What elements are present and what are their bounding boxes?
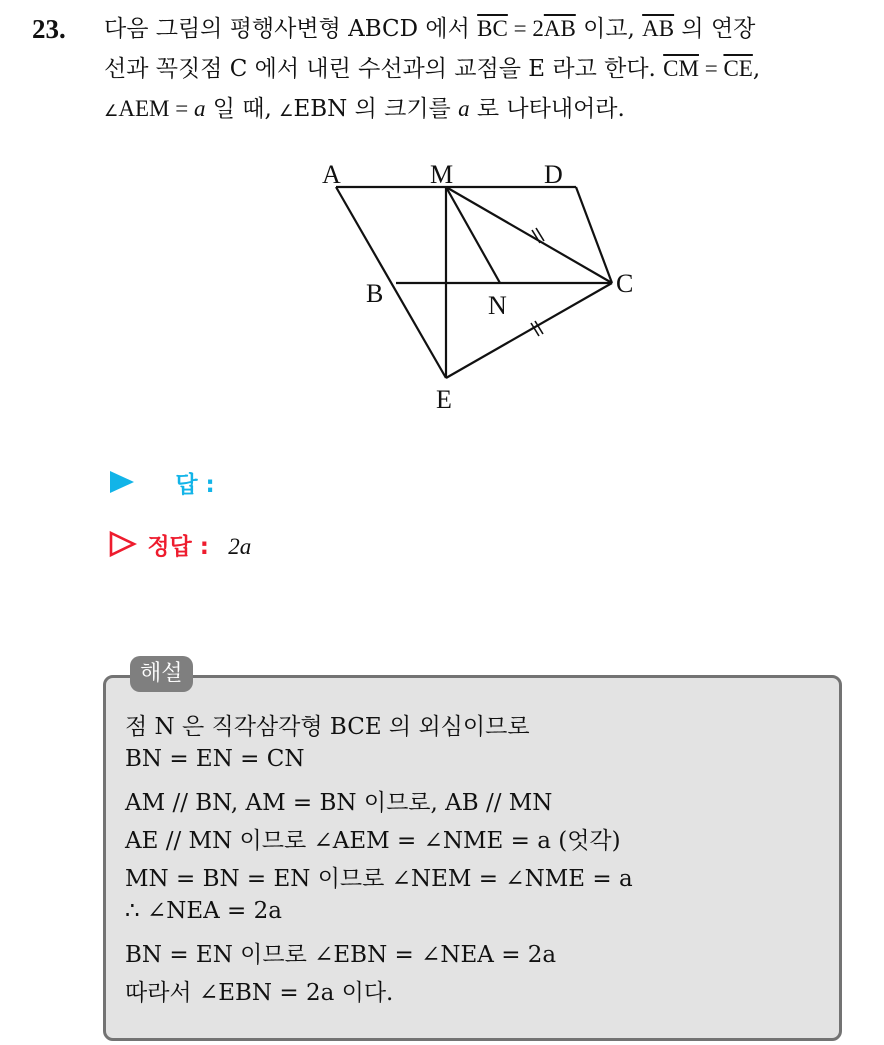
segment-bc: $\overline{BC}$ bbox=[477, 16, 508, 41]
segment-cm: $\overline{CM}$ bbox=[663, 56, 699, 81]
label-b: B bbox=[366, 279, 384, 308]
correct-answer-row bbox=[108, 528, 251, 561]
q3-text-a: AEM = bbox=[118, 96, 194, 121]
solution-line-6: ∴ ∠NEA = 2a bbox=[125, 898, 282, 924]
correct-answer-value: 2a bbox=[228, 534, 252, 559]
q2-equals: = bbox=[698, 56, 724, 81]
solution-line-5: MN = BN = EN 이므로 ∠NEM = ∠NME = a bbox=[125, 866, 633, 892]
q1-text-c: 의 연장 bbox=[674, 16, 756, 42]
segment-ab-2: $\overline{AB}$ bbox=[642, 16, 675, 41]
var-a-2: a bbox=[458, 96, 470, 121]
segment-mc bbox=[446, 187, 612, 283]
q3-text-b: 일 때, bbox=[205, 96, 280, 122]
solution-line-7: BN = EN 이므로 ∠EBN = ∠NEA = 2a bbox=[125, 942, 557, 968]
solution-tab: 해설 bbox=[130, 656, 193, 692]
angle-symbol-2: ∠ bbox=[279, 101, 294, 120]
var-a: a bbox=[193, 96, 206, 121]
label-n: N bbox=[488, 291, 507, 320]
question-line-2 bbox=[104, 52, 760, 86]
question-line-1 bbox=[104, 12, 755, 46]
label-c: C bbox=[616, 269, 634, 298]
correct-answer-label: 정답 : bbox=[147, 534, 209, 560]
segment-ce: $\overline{CE}$ bbox=[723, 56, 753, 81]
q2-text-b: , bbox=[752, 56, 761, 82]
solution-line-8: 따라서 ∠EBN = 2a 이다. bbox=[125, 980, 394, 1006]
play-outline-icon bbox=[108, 530, 138, 558]
question-line-3 bbox=[104, 92, 625, 128]
solution-line-2-text: BN = EN = CN bbox=[125, 746, 305, 772]
q1-text-a: 다음 그림의 평행사변형 ABCD 에서 bbox=[104, 16, 478, 42]
q2-text-a: 선과 꼭짓점 C 에서 내린 수선과의 교점을 E 라고 한다. bbox=[104, 56, 664, 82]
angle-symbol: ∠ bbox=[104, 101, 119, 120]
q3-text-d: 로 나타내어라. bbox=[469, 96, 625, 122]
segment-ab: $\overline{AB}$ bbox=[543, 16, 576, 41]
question-number: 23. bbox=[32, 14, 66, 44]
q1-equals: = 2 bbox=[507, 16, 544, 41]
label-d: D bbox=[544, 160, 563, 189]
solution-line-1: 점 N 은 직각삼각형 BCE 의 외심이므로 bbox=[125, 714, 530, 740]
play-filled-icon bbox=[108, 469, 138, 495]
solution-line-4: AE // MN 이므로 ∠AEM = ∠NME = a (엇각) bbox=[125, 828, 621, 854]
solution-line-3: AM // BN, AM = BN 이므로, AB // MN bbox=[125, 790, 553, 816]
answer-prompt-label: 답 : bbox=[175, 472, 215, 498]
parallelogram-figure bbox=[300, 150, 660, 420]
label-m: M bbox=[430, 160, 454, 189]
q3-text-c: EBN 의 크기를 bbox=[293, 96, 459, 122]
label-e: E bbox=[436, 385, 452, 414]
segment-dc bbox=[576, 187, 612, 283]
segment-ec bbox=[446, 283, 612, 378]
q1-text-b: 이고, bbox=[575, 16, 643, 42]
label-a: A bbox=[322, 160, 341, 189]
answer-prompt-row bbox=[108, 466, 215, 499]
